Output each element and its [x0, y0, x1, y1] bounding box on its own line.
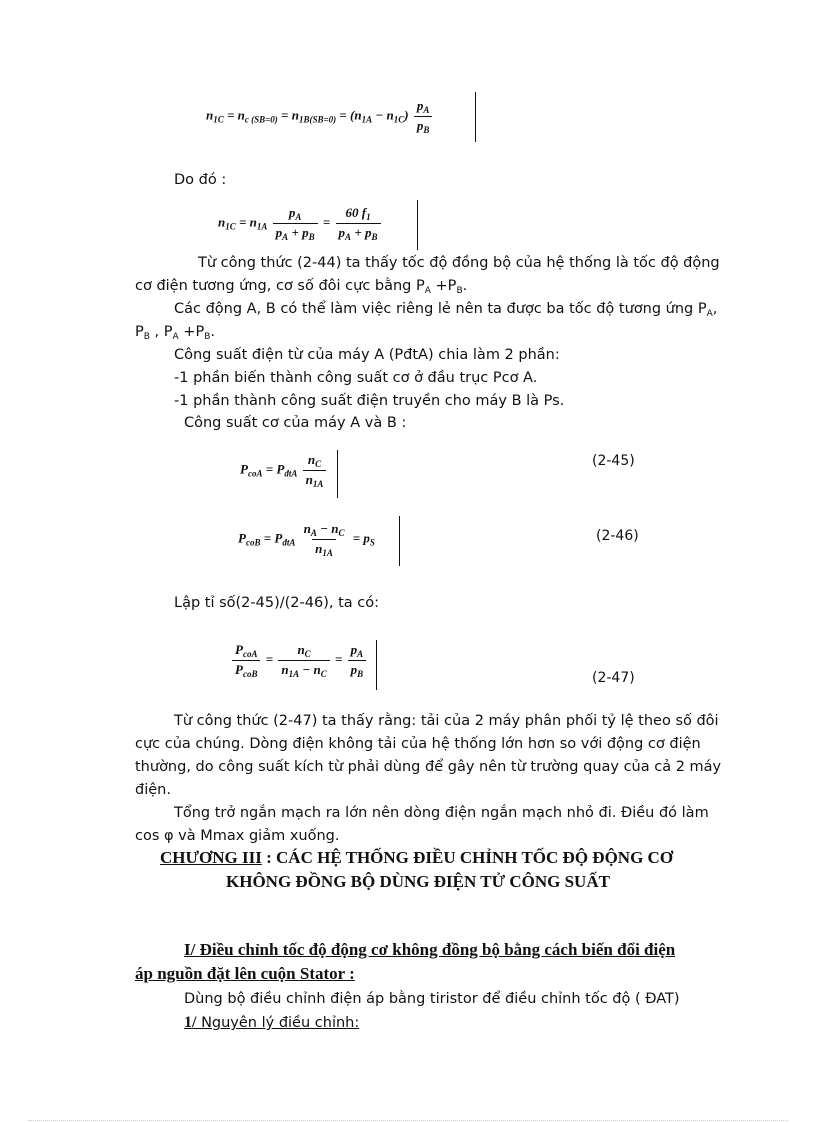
formula-2-bar	[417, 200, 418, 250]
para-6: Công suất cơ của máy A và B :	[184, 415, 407, 431]
para-2-line-2: $P_B$ , $P_A +P_B$.	[135, 324, 215, 342]
formula-3: $P_{coA} = P_{đtA}$ $\frac{n_C}{n_{1A}}$	[240, 452, 328, 489]
text-do-do: Do đó :	[174, 172, 227, 188]
formula-1: $n_{1C} = n_{c (SB=0)} = n_{1B(SB=0)} = (n_{1A} - n_{1C})$ $\frac{p_A}{p_B}$	[206, 98, 434, 135]
para-2-line-1: Các động A, B có thể làm việc riêng lẻ nên ta được ba tốc độ tương ứng $P_A$,	[174, 301, 718, 319]
para-5: -1 phần thành công suất điện truyền cho máy B là Ps.	[174, 393, 565, 409]
para-4: -1 phần biến thành công suất cơ ở đầu trục Pcơ A.	[174, 370, 538, 386]
para-8-line-2: cực của chúng. Dòng điện không tải của hệ thống lớn hơn so với động cơ điện	[135, 736, 701, 752]
formula-4: $P_{coB} = P_{đtA}$ $\frac{n_A - n_C}{n_{1A}}$ = $p_S$	[238, 521, 375, 558]
para-9-line-2: cos φ và Mmax giảm xuống.	[135, 828, 340, 844]
subsection-1: 1/ Nguyên lý điều chỉnh:	[184, 1014, 360, 1031]
para-8-line-1: Từ công thức (2-47) ta thấy rằng: tải của 2 máy phân phối tỷ lệ theo số đôi	[174, 713, 719, 729]
section-heading-line-1: I/ Điều chỉnh tốc độ động cơ không đồng bộ bằng cách biến đổi điện	[184, 940, 676, 959]
para-9-line-1: Tổng trở ngắn mạch ra lớn nên dòng điện ngắn mạch nhỏ đi. Điều đó làm	[174, 805, 709, 821]
eq-number-2-45: (2-45)	[592, 453, 635, 469]
eq-number-2-47: (2-47)	[592, 670, 635, 686]
para-8-line-4: điện.	[135, 782, 171, 798]
page-bottom-divider	[28, 1120, 788, 1121]
chapter-heading-line-2: KHÔNG ĐỒNG BỘ DÙNG ĐIỆN TỬ CÔNG SUẤT	[226, 872, 610, 891]
para-1-line-2: cơ điện tương ứng, cơ số đôi cực bằng $P_A +P_B$.	[135, 278, 468, 296]
para-8-line-3: thường, do công suất kích từ phải dùng để gây nên từ trường quay của cả 2 máy	[135, 759, 722, 775]
formula-2: $n_{1C} = n_{1A}$ $\frac{p_A}{p_A + p_B}$ = $\frac{60 f_1}{p_A + p_B}$	[218, 205, 383, 242]
para-1-line-1: Từ công thức (2-44) ta thấy tốc độ đồng bộ của hệ thống là tốc độ động	[198, 255, 720, 271]
formula-1-bar	[475, 92, 476, 142]
formula-4-bar	[399, 516, 400, 566]
formula-5-bar	[376, 640, 377, 690]
para-3: Công suất điện từ của máy A (PđtA) chia làm 2 phần:	[174, 347, 560, 363]
section-heading-line-2: áp nguồn đặt lên cuộn Stator :	[135, 964, 355, 983]
para-10: Dùng bộ điều chỉnh điện áp bằng tiristor để điều chỉnh tốc độ ( ĐAT)	[184, 991, 680, 1007]
formula-5: $\frac{P_{coA}}{P_{coB}}$ = $\frac{n_C}{n_{1A} - n_C}$ = $\frac{p_A}{p_B}$	[230, 642, 368, 679]
formula-3-bar	[337, 450, 338, 498]
chapter-heading-line-1: CHƯƠNG III : CÁC HỆ THỐNG ĐIỀU CHỈNH TỐC ĐỘ ĐỘNG CƠ	[160, 848, 674, 867]
para-7: Lập tỉ số(2-45)/(2-46), ta có:	[174, 595, 379, 611]
eq-number-2-46: (2-46)	[596, 528, 639, 544]
